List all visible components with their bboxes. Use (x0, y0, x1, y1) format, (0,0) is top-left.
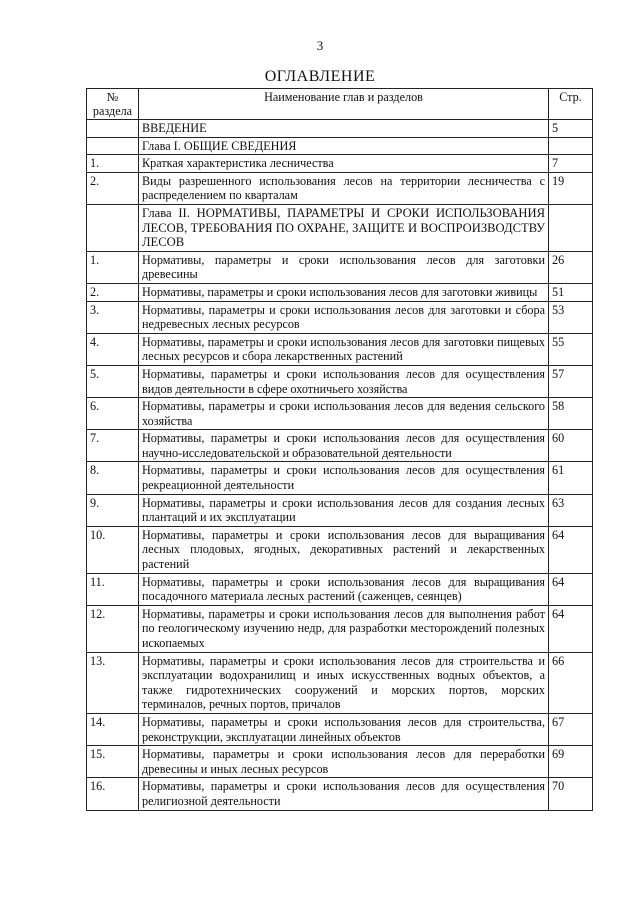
page-number: 3 (316, 38, 324, 53)
section-number: 10. (87, 526, 139, 573)
page-ref: 60 (549, 430, 593, 462)
page-ref: 57 (549, 365, 593, 397)
section-title: Нормативы, параметры и сроки использования лесов для осуществления видов деятельности в сфере охотничьего хозяйства (139, 365, 549, 397)
section-number: 14. (87, 713, 139, 745)
page-ref: 69 (549, 746, 593, 778)
section-title: Нормативы, параметры и сроки использования лесов для осуществления научно-исследовательской и образовательной деятельности (139, 430, 549, 462)
table-row-chapter-2 (87, 204, 593, 251)
section-title: Нормативы, параметры и сроки использования лесов для заготовки живицы (139, 283, 549, 301)
section-title: Нормативы, параметры и сроки использования лесов для ведения сельского хозяйства (139, 398, 549, 430)
section-number: 2. (87, 283, 139, 301)
section-number: 8. (87, 462, 139, 494)
table-row (87, 746, 593, 778)
page-ref (549, 137, 593, 155)
section-number: 16. (87, 778, 139, 810)
section-number: 4. (87, 333, 139, 365)
section-title: Виды разрешенного использования лесов на территории лесничества с распределением по кварталам (139, 172, 549, 204)
table-row (87, 652, 593, 713)
table-row (87, 430, 593, 462)
table-row (87, 155, 593, 173)
table-row (87, 494, 593, 526)
page-ref: 19 (549, 172, 593, 204)
table-row (87, 283, 593, 301)
page-ref: 55 (549, 333, 593, 365)
page-ref: 26 (549, 251, 593, 283)
page-ref: 53 (549, 301, 593, 333)
section-title: ВВЕДЕНИЕ (139, 120, 549, 138)
page-ref: 7 (549, 155, 593, 173)
table-row (87, 713, 593, 745)
page-ref: 67 (549, 713, 593, 745)
section-title: Нормативы, параметры и сроки использования лесов для осуществления рекреационной деятельности (139, 462, 549, 494)
page-ref: 64 (549, 526, 593, 573)
page-ref (549, 204, 593, 251)
page-ref: 63 (549, 494, 593, 526)
table-row (87, 301, 593, 333)
table-row (87, 251, 593, 283)
table-row (87, 778, 593, 810)
section-number: 9. (87, 494, 139, 526)
table-row (87, 365, 593, 397)
table-row (87, 526, 593, 573)
section-title: Нормативы, параметры и сроки использования лесов для заготовки пищевых лесных ресурсов и сбора лекарственных растений (139, 333, 549, 365)
section-title: Нормативы, параметры и сроки использования лесов для выращивания посадочного материала лесных растений (саженцев, сеянцев) (139, 573, 549, 605)
page-ref: 61 (549, 462, 593, 494)
page-ref: 64 (549, 605, 593, 652)
section-title: Нормативы, параметры и сроки использования лесов для переработки древесины и иных лесных ресурсов (139, 746, 549, 778)
column-header-title: Наименование глав и разделов (139, 89, 549, 120)
section-title: Нормативы, параметры и сроки использования лесов для выращивания лесных плодовых, ягодных, декоративных растений и лекарственных растений (139, 526, 549, 573)
section-title: Нормативы, параметры и сроки использования лесов для строительства, реконструкции, эксплуатации линейных объектов (139, 713, 549, 745)
section-number: 15. (87, 746, 139, 778)
chapter-title: Глава II. НОРМАТИВЫ, ПАРАМЕТРЫ И СРОКИ ИСПОЛЬЗОВАНИЯ ЛЕСОВ, ТРЕБОВАНИЯ ПО ОХРАНЕ, ЗАЩИТЕ И ВОСПРОИЗВОДСТВУ ЛЕСОВ (139, 204, 549, 251)
section-number: 12. (87, 605, 139, 652)
table-row (87, 172, 593, 204)
section-number: 3. (87, 301, 139, 333)
table-header-row (87, 89, 593, 120)
section-title: Нормативы, параметры и сроки использования лесов для выполнения работ по геологическому изучению недр, для разработки месторождений полезных ископаемых (139, 605, 549, 652)
section-number: 7. (87, 430, 139, 462)
table-of-contents (86, 88, 593, 811)
page-ref: 51 (549, 283, 593, 301)
section-title: Нормативы, параметры и сроки использования лесов для создания лесных плантаций и их эксплуатации (139, 494, 549, 526)
table-row (87, 333, 593, 365)
section-number: 11. (87, 573, 139, 605)
section-number: 1. (87, 155, 139, 173)
column-header-page: Стр. (549, 89, 593, 120)
section-number: 6. (87, 398, 139, 430)
page-ref: 66 (549, 652, 593, 713)
table-row (87, 398, 593, 430)
section-title: Нормативы, параметры и сроки использования лесов для заготовки древесины (139, 251, 549, 283)
chapter-title: Глава I. ОБЩИЕ СВЕДЕНИЯ (139, 137, 549, 155)
section-number: 5. (87, 365, 139, 397)
section-number: 2. (87, 172, 139, 204)
section-number (87, 137, 139, 155)
table-row (87, 462, 593, 494)
column-header-section-number: № раздела (87, 89, 139, 120)
table-row (87, 605, 593, 652)
section-title: Краткая характеристика лесничества (139, 155, 549, 173)
page-ref: 70 (549, 778, 593, 810)
table-row-chapter-1 (87, 137, 593, 155)
section-number: 13. (87, 652, 139, 713)
table-row-introduction (87, 120, 593, 138)
section-number: 1. (87, 251, 139, 283)
table-row (87, 573, 593, 605)
section-title: Нормативы, параметры и сроки использования лесов для строительства и эксплуатации водохранилищ и иных искусственных водных объектов, а также гидротехнических сооружений и морских портов, морских терминалов, речных портов, причалов (139, 652, 549, 713)
section-number (87, 204, 139, 251)
section-title: Нормативы, параметры и сроки использования лесов для осуществления религиозной деятельности (139, 778, 549, 810)
page-ref: 58 (549, 398, 593, 430)
document-title: ОГЛАВЛЕНИЕ (264, 68, 376, 85)
section-title: Нормативы, параметры и сроки использования лесов для заготовки и сбора недревесных лесных ресурсов (139, 301, 549, 333)
section-number (87, 120, 139, 138)
page-ref: 5 (549, 120, 593, 138)
page-ref: 64 (549, 573, 593, 605)
